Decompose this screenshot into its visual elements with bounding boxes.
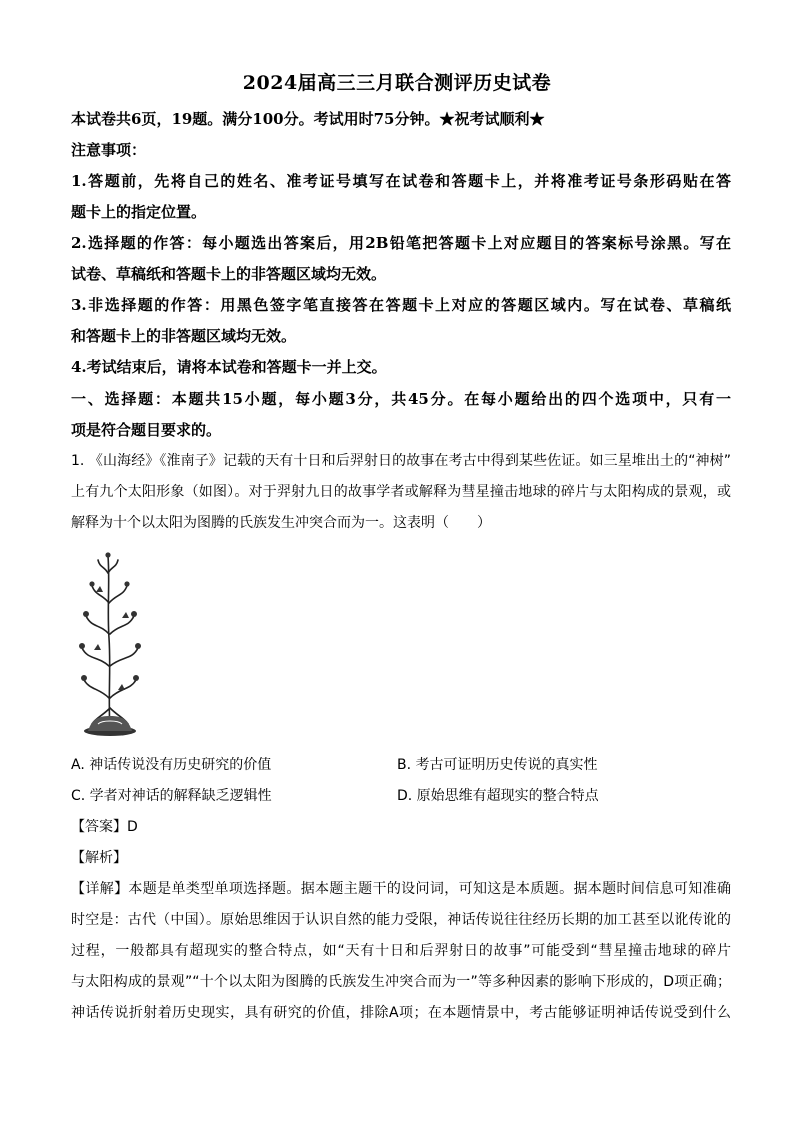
q1-stem-line-3: 解释为十个以太阳为图腾的氏族发生冲突合而为一。这表明（ ） bbox=[71, 515, 491, 531]
q1-stem-line-1: 1. 《山海经》《淮南子》记载的天有十日和后羿射日的故事在考古中得到某些佐证。如三星堆出土的“神树” bbox=[71, 453, 731, 469]
q1-analysis-label: 【解析】 bbox=[71, 850, 127, 866]
q1-detail-line-3: 过程，一般都具有超现实的整合特点，如“天有十日和后羿射日的故事”可能受到“彗星撞击地球的碎片 bbox=[71, 943, 731, 959]
note-2-line-2: 试卷、草稿纸和答题卡上的非答题区域均无效。 bbox=[71, 265, 387, 283]
section-heading-line-2: 项是符合题目要求的。 bbox=[71, 421, 222, 439]
q1-option-b: B. 考古可证明历史传说的真实性 bbox=[397, 757, 598, 773]
q1-answer: 【答案】D bbox=[71, 819, 138, 835]
q1-detail-line-4: 与太阳构成的景观”“十个以太阳为图腾的氏族发生冲突合而为一”等多种因素的影响下形成的，D项正确； bbox=[71, 974, 731, 990]
exam-info: 本试卷共6页，19题。满分100分。考试用时75分钟。★祝考试顺利★ bbox=[71, 110, 545, 128]
note-3-line-2: 和答题卡上的非答题区域均无效。 bbox=[71, 327, 297, 345]
bronze-sacred-tree-icon bbox=[74, 548, 146, 738]
note-4-line-1: 4.考试结束后，请将本试卷和答题卡一并上交。 bbox=[71, 358, 387, 376]
note-3-line-1: 3.非选择题的作答：用黑色签字笔直接答在答题卡上对应的答题区域内。写在试卷、草稿纸 bbox=[71, 296, 731, 314]
q1-detail-line-2: 时空是：古代（中国）。原始思维因于认识自然的能力受限，神话传说往往经历长期的加工甚至以讹传讹的 bbox=[71, 912, 731, 928]
q1-option-a: A. 神话传说没有历史研究的价值 bbox=[71, 757, 272, 773]
notice-title: 注意事项： bbox=[71, 141, 147, 159]
q1-option-d: D. 原始思维有超现实的整合特点 bbox=[397, 788, 599, 804]
section-heading-line-1: 一、选择题：本题共15小题，每小题3分，共45分。在每小题给出的四个选项中，只有一 bbox=[71, 390, 731, 408]
q1-detail-line-1: 【详解】本题是单类型单项选择题。据本题主题干的设问词，可知这是本质题。据本题时间信息可知准确 bbox=[71, 881, 731, 897]
note-1-line-2: 题卡上的指定位置。 bbox=[71, 203, 207, 221]
q1-stem-line-2: 上有九个太阳形象（如图）。对于羿射九日的故事学者或解释为彗星撞击地球的碎片与太阳构成的景观，或 bbox=[71, 484, 731, 500]
q1-detail-line-5: 神话传说折射着历史现实，具有研究的价值，排除A项；在本题情景中，考古能够证明神话传说受到什么 bbox=[71, 1005, 731, 1021]
q1-option-c: C. 学者对神话的解释缺乏逻辑性 bbox=[71, 788, 272, 804]
note-1-line-1: 1.答题前，先将自己的姓名、准考证号填写在试卷和答题卡上，并将准考证号条形码贴在答 bbox=[71, 172, 731, 190]
note-2-line-1: 2.选择题的作答：每小题选出答案后，用2B铅笔把答题卡上对应题目的答案标号涂黑。写在 bbox=[71, 234, 731, 252]
page-title: 2024届高三三月联合测评历史试卷 bbox=[242, 72, 552, 94]
